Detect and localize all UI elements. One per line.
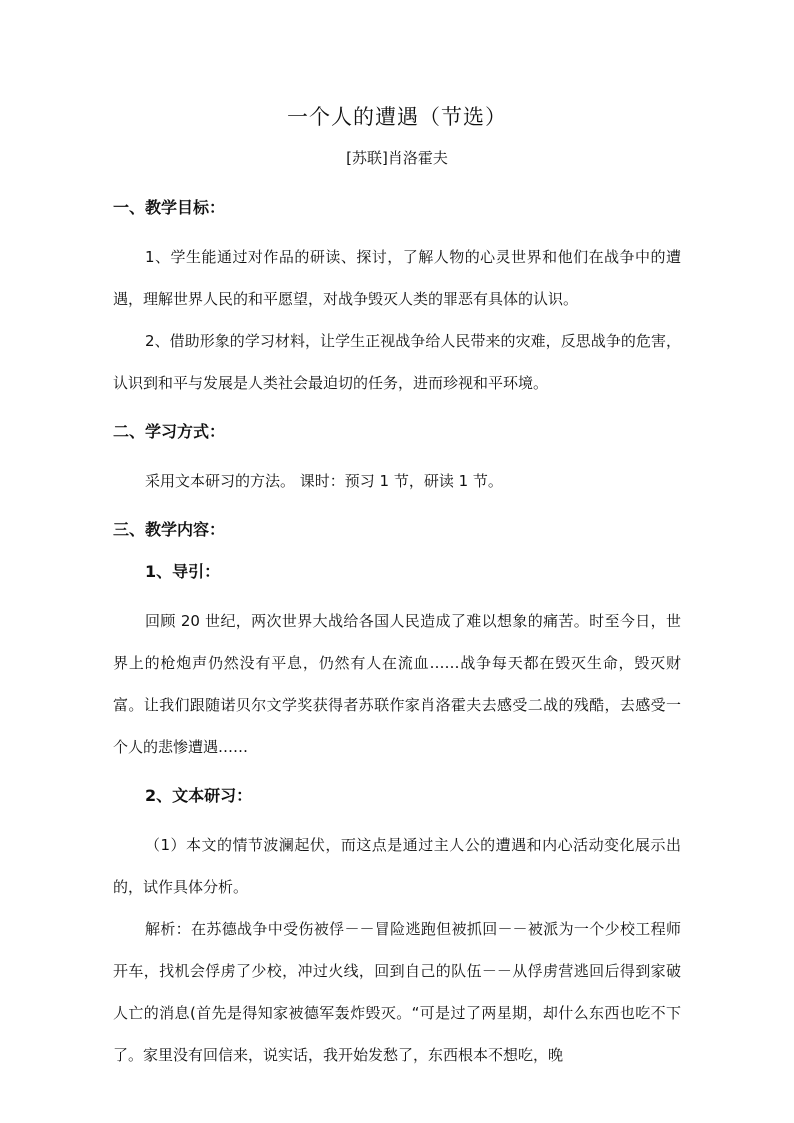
subheading-text-study: 2、文本研习：: [145, 786, 253, 805]
section-heading-objectives: 一、教学目标：: [113, 198, 226, 217]
document-title: 一个人的遭遇（节选）: [287, 105, 507, 129]
section-heading-teaching-content: 三、教学内容：: [113, 520, 226, 539]
learning-method-paragraph: 采用文本研习的方法。 课时：预习 1 节，研读 1 节。: [145, 472, 503, 490]
objective-paragraph-1: 1、学生能通过对作品的研读、探讨，了解人物的心灵世界和他们在战争中的遭遇，理解世界人民的和平愿望，对战争毁灭人类的罪恶有具体的认识。: [113, 248, 681, 308]
text-study-analysis: 解析：在苏德战争中受伤被俘－－冒险逃跑但被抓回－－被派为一个少校工程师开车，找机会俘虏了少校，冲过火线，回到自己的队伍－－从俘虏营逃回后得到家破人亡的消息(首先是得知家被德军轰炸毁灭。“可是过了两星期，却什么东西也吃不下了。家里没有回信来，说实话，我开始发愁了，东西根本不想吃，晚: [113, 920, 681, 1064]
section-heading-learning-method: 二、学习方式：: [113, 422, 226, 441]
objective-paragraph-2: 2、借助形象的学习材料，让学生正视战争给人民带来的灾难，反思战争的危害，认识到和平与发展是人类社会最迫切的任务，进而珍视和平环境。: [113, 332, 681, 392]
document-page: [113, 100, 681, 1076]
document-author: [苏联]肖洛霍夫: [346, 149, 448, 167]
introduction-paragraph: 回顾 20 世纪，两次世界大战给各国人民造成了难以想象的痛苦。时至今日，世界上的枪炮声仍然没有平息，仍然有人在流血……战争每天都在毁灭生命，毁灭财富。让我们跟随诺贝尔文学奖获得者苏联作家肖洛霍夫去感受二战的残酷，去感受一个人的悲惨遭遇……: [113, 612, 681, 756]
subheading-introduction: 1、导引：: [145, 562, 221, 581]
text-study-question: （1）本文的情节波澜起伏，而这点是通过主人公的遭遇和内心活动变化展示出的，试作具体分析。: [113, 836, 681, 896]
